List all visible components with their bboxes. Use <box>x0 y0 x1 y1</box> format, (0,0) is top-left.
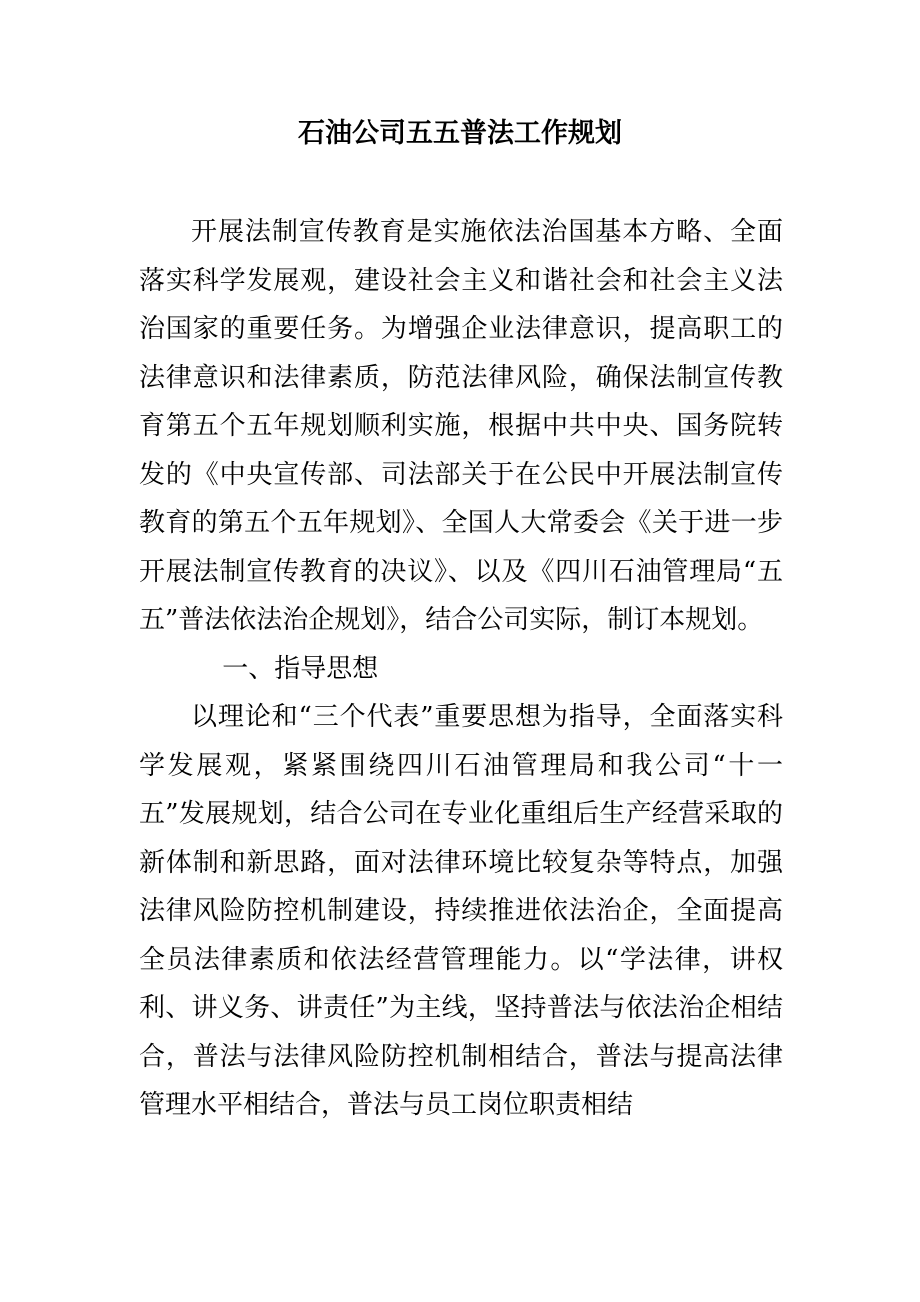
section-heading-guiding-ideology: 一、指导思想 <box>222 653 379 684</box>
document-body <box>139 208 783 1130</box>
intro-paragraph: 开展法制宣传教育是实施依法治国基本方略、全面落实科学发展观，建设社会主义和谐社会和社会主义法治国家的重要任务。为增强企业法律意识，提高职工的法律意识和法律素质，防范法律风险，确保法制宣传教育第五个五年规划顺利实施，根据中共中央、国务院转发的《中央宣传部、司法部关于在公民中开展法制宣传教育的第五个五年规划》、全国人大常委会《关于进一步开展法制宣传教育的决议》、以及《四川石油管理局“五五”普法依法治企规划》，结合公司实际，制订本规划。 <box>139 217 783 635</box>
guiding-ideology-paragraph: 以理论和“三个代表”重要思想为指导，全面落实科学发展观，紧紧围绕四川石油管理局和我公司“十一五”发展规划，结合公司在专业化重组后生产经营采取的新体制和新思路，面对法律环境比较复杂等特点，加强法律风险防控机制建设，持续推进依法治企，全面提高全员法律素质和依法经营管理能力。以“学法律，讲权利、讲义务、讲责任”为主线，坚持普法与依法治企相结合，普法与法律风险防控机制相结合，普法与提高法律管理水平相结合，普法与员工岗位职责相结 <box>139 702 783 1120</box>
document-title: 石油公司五五普法工作规划 <box>298 118 622 149</box>
